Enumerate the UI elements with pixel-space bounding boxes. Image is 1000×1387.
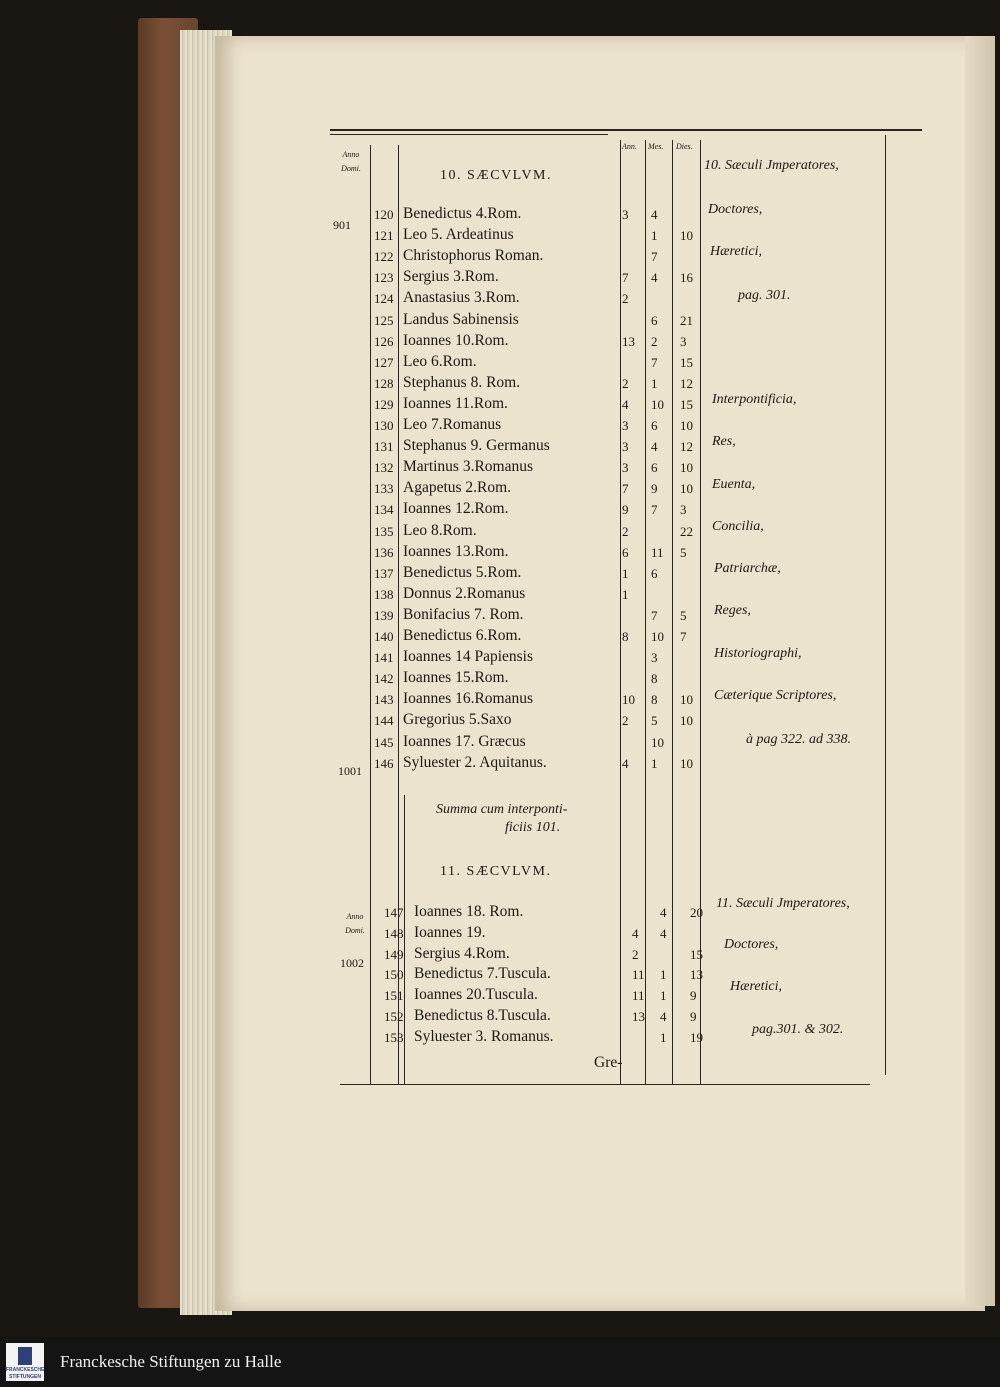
footer-bar xyxy=(0,1337,1000,1387)
pope-name: Ioannes 19. xyxy=(414,923,486,941)
side10-item-5: Reges, xyxy=(714,603,751,618)
months-value: 6 xyxy=(651,565,658,581)
pope-name: Sergius 4.Rom. xyxy=(414,944,510,962)
years-value: 3 xyxy=(622,439,629,455)
anno-901: 901 xyxy=(333,218,351,232)
months-value: 4 xyxy=(660,905,667,920)
side11-pag: pag.301. & 302. xyxy=(752,1022,844,1037)
side10-haeretici: Hæretici, xyxy=(710,244,762,259)
years-value: 9 xyxy=(622,502,629,518)
pope-number: 130 xyxy=(374,418,394,433)
years-value: 2 xyxy=(622,375,629,391)
side11-haeretici: Hæretici, xyxy=(730,979,782,994)
days-value: 10 xyxy=(680,713,693,729)
months-value: 4 xyxy=(651,270,658,286)
months-value: 1 xyxy=(660,988,667,1004)
page-fold xyxy=(965,36,995,1306)
years-value: 11 xyxy=(632,988,645,1004)
months-value: 4 xyxy=(651,439,658,455)
pope-name: Benedictus 5.Rom. xyxy=(403,563,522,581)
pope-number: 148 xyxy=(384,925,404,941)
pope-number: 146 xyxy=(374,755,394,771)
pope-name: Ioannes 16.Romanus xyxy=(403,690,534,708)
pope-number: 127 xyxy=(374,354,394,370)
institution-name[interactable]: Franckesche Stiftungen zu Halle xyxy=(60,1352,282,1371)
pope-number: 145 xyxy=(374,734,394,750)
pope-name: Ioannes 15.Rom. xyxy=(403,669,509,687)
pope-number: 134 xyxy=(374,502,394,518)
col-rule-num xyxy=(398,145,399,1085)
pope-number: 151 xyxy=(384,988,404,1004)
section-title-10: 10. SÆCVLVM. xyxy=(440,168,553,183)
logo-text-2: STIFTUNGEN xyxy=(9,1374,41,1380)
days-value: 3 xyxy=(680,333,687,349)
months-value: 5 xyxy=(651,713,658,729)
dies-header: Dies. xyxy=(676,142,693,151)
days-value: 9 xyxy=(690,988,697,1004)
pope-name: Benedictus 4.Rom. xyxy=(403,205,522,222)
section-title-11: 11. SÆCVLVM. xyxy=(440,864,552,879)
days-value: 5 xyxy=(680,544,687,560)
months-value: 11 xyxy=(651,544,664,560)
pope-number: 120 xyxy=(374,207,394,222)
days-value: 22 xyxy=(680,523,693,539)
pope-name: Syluester 3. Romanus. xyxy=(414,1027,554,1045)
anno-1002: 1002 xyxy=(340,956,364,970)
days-value: 10 xyxy=(680,228,693,244)
pope-name: Ioannes 13.Rom. xyxy=(403,542,509,560)
years-value: 4 xyxy=(632,925,639,941)
months-value: 7 xyxy=(651,354,658,370)
months-value: 1 xyxy=(651,755,658,771)
months-value: 3 xyxy=(651,650,658,666)
days-value: 7 xyxy=(680,629,687,644)
months-value: 7 xyxy=(651,607,658,623)
pope-number: 125 xyxy=(374,312,394,328)
col-rule-ann xyxy=(620,140,621,1085)
col-rule-mes xyxy=(645,140,646,1085)
pope-name: Ioannes 18. Rom. xyxy=(414,903,524,920)
pope-number: 132 xyxy=(374,460,394,476)
pope-number: 147 xyxy=(384,905,404,920)
years-value: 3 xyxy=(622,460,629,476)
book-page xyxy=(215,36,985,1311)
logo-emblem-icon xyxy=(18,1347,32,1365)
anno-domini-11: Anno Domi. xyxy=(345,912,365,935)
days-value: 9 xyxy=(690,1009,697,1024)
pope-name: Leo 5. Ardeatinus xyxy=(403,226,514,244)
pope-number: 128 xyxy=(374,375,394,391)
years-value: 3 xyxy=(622,207,629,222)
months-value: 1 xyxy=(651,375,658,391)
days-value: 12 xyxy=(680,439,693,455)
months-value: 4 xyxy=(660,1009,667,1024)
years-value: 1 xyxy=(622,586,629,602)
pope-name: Bonifacius 7. Rom. xyxy=(403,605,524,623)
side10-apag: à pag 322. ad 338. xyxy=(746,732,851,747)
col-rule-name xyxy=(404,795,405,1085)
col-rule-right xyxy=(885,135,886,1075)
institution-logo xyxy=(6,1343,44,1381)
pope-name: Syluester 2. Aquitanus. xyxy=(403,753,547,771)
bottom-rule xyxy=(340,1084,870,1085)
pope-number: 140 xyxy=(374,629,394,644)
side10-pag: pag. 301. xyxy=(738,288,791,303)
months-value: 8 xyxy=(651,692,658,708)
years-value: 7 xyxy=(622,270,629,286)
side11-doctores: Doctores, xyxy=(724,937,779,952)
months-value: 6 xyxy=(651,418,658,433)
pope-name: Ioannes 11.Rom. xyxy=(403,394,508,412)
pope-number: 138 xyxy=(374,586,394,602)
pope-name: Ioannes 10.Rom. xyxy=(403,331,509,349)
side10-item-4: Patriarchæ, xyxy=(714,561,781,576)
days-value: 5 xyxy=(680,607,687,623)
pope-number: 142 xyxy=(374,671,394,687)
pope-number: 121 xyxy=(374,228,394,244)
pope-number: 137 xyxy=(374,565,394,581)
pope-number: 124 xyxy=(374,291,394,307)
pope-number: 139 xyxy=(374,607,394,623)
months-value: 6 xyxy=(651,312,658,328)
ann-header: Ann. xyxy=(622,142,637,151)
pope-name: Ioannes 20.Tusculа. xyxy=(414,986,538,1004)
summa-line-1: Summa cum interponti- xyxy=(436,802,568,817)
pope-name: Leo 6.Rom. xyxy=(403,352,477,370)
years-value: 11 xyxy=(632,967,645,983)
pope-number: 153 xyxy=(384,1029,404,1045)
pope-name: Leo 7.Romanus xyxy=(403,416,502,433)
days-value: 12 xyxy=(680,375,693,391)
days-value: 16 xyxy=(680,270,693,286)
years-value: 2 xyxy=(622,713,629,729)
anno-1001: 1001 xyxy=(338,764,362,778)
summa-line-2: ficiis 101. xyxy=(505,820,561,835)
mes-header: Mes. xyxy=(648,142,664,151)
pope-name: Donnus 2.Romanus xyxy=(403,584,526,602)
months-value: 7 xyxy=(651,249,658,265)
pope-name: Benedictus 7.Tuscula. xyxy=(414,965,551,983)
days-value: 20 xyxy=(690,905,703,920)
side10-doctores: Doctores, xyxy=(708,202,763,217)
side10-item-1: Res, xyxy=(712,434,736,449)
years-value: 13 xyxy=(622,333,635,349)
days-value: 10 xyxy=(680,481,693,497)
days-value: 15 xyxy=(680,396,693,412)
pope-number: 123 xyxy=(374,270,394,286)
years-value: 8 xyxy=(622,629,629,644)
months-value: 1 xyxy=(660,967,667,983)
pope-number: 129 xyxy=(374,396,394,412)
months-value: 6 xyxy=(651,460,658,476)
days-value: 3 xyxy=(680,502,687,518)
months-value: 10 xyxy=(651,629,664,644)
col-rule-anno xyxy=(370,145,371,1085)
col-rule-dies xyxy=(672,140,673,1085)
months-value: 1 xyxy=(660,1029,667,1045)
days-value: 15 xyxy=(680,354,693,370)
years-value: 10 xyxy=(622,692,635,708)
pope-name: Christophorus Roman. xyxy=(403,247,544,265)
pope-name: Benedictus 8.Tusculа. xyxy=(414,1007,551,1024)
days-value: 15 xyxy=(690,946,703,962)
pope-number: 144 xyxy=(374,713,394,729)
years-value: 2 xyxy=(622,291,629,307)
days-value: 10 xyxy=(680,692,693,708)
months-value: 4 xyxy=(651,207,658,222)
days-value: 10 xyxy=(680,460,693,476)
pope-name: Benedictus 6.Rom. xyxy=(403,627,522,644)
pope-number: 141 xyxy=(374,650,394,666)
pope-name: Stephanus 9. Germanus xyxy=(403,437,550,455)
months-value: 8 xyxy=(651,671,658,687)
pope-name: Ioannes 12.Rom. xyxy=(403,500,509,518)
pope-name: Landus Sabinensis xyxy=(403,310,519,328)
months-value: 10 xyxy=(651,734,664,750)
pope-name: Agapetus 2.Rom. xyxy=(403,479,512,497)
years-value: 3 xyxy=(622,418,629,433)
pope-name: Stephanus 8. Rom. xyxy=(403,373,521,391)
top-rule xyxy=(330,129,922,131)
months-value: 10 xyxy=(651,396,664,412)
months-value: 7 xyxy=(651,502,658,518)
side10-item-6: Historiographi, xyxy=(714,646,802,661)
years-value: 13 xyxy=(632,1009,645,1024)
side11-imperatores: 11. Sæculi Jmperatores, xyxy=(716,896,850,911)
catchword: Gre- xyxy=(594,1054,623,1071)
days-value: 21 xyxy=(680,312,693,328)
pope-number: 143 xyxy=(374,692,394,708)
days-value: 10 xyxy=(680,418,693,433)
logo-text-1: FRANCKESCHE xyxy=(6,1367,45,1373)
top-rule-2 xyxy=(330,134,608,135)
years-value: 1 xyxy=(622,565,629,581)
pope-number: 150 xyxy=(384,967,404,983)
pope-number: 131 xyxy=(374,439,394,455)
pope-name: Leo 8.Rom. xyxy=(403,521,477,539)
years-value: 4 xyxy=(622,755,629,771)
pope-name: Martinus 3.Romanus xyxy=(403,458,534,476)
col-rule-side xyxy=(700,140,701,1085)
years-value: 4 xyxy=(622,396,629,412)
days-value: 10 xyxy=(680,755,693,771)
pope-number: 152 xyxy=(384,1009,404,1024)
days-value: 13 xyxy=(690,967,703,983)
months-value: 4 xyxy=(660,925,667,941)
side10-item-3: Concilia, xyxy=(712,519,764,534)
pope-name: Ioannes 14 Papiensis xyxy=(403,648,534,666)
pope-number: 122 xyxy=(374,249,394,265)
years-value: 6 xyxy=(622,544,629,560)
pope-name: Sergius 3.Rom. xyxy=(403,268,499,286)
months-value: 1 xyxy=(651,228,658,244)
days-value: 19 xyxy=(690,1029,703,1045)
side10-item-0: Interpontificia, xyxy=(712,392,797,407)
pope-number: 136 xyxy=(374,544,394,560)
months-value: 9 xyxy=(651,481,658,497)
side10-item-7: Cæterique Scriptores, xyxy=(714,688,837,703)
years-value: 7 xyxy=(622,481,629,497)
anno-domini-header: Anno Domi. xyxy=(341,150,361,173)
pope-name: Anastasius 3.Rom. xyxy=(403,289,520,307)
pope-number: 133 xyxy=(374,481,394,497)
side10-item-2: Euenta, xyxy=(712,477,756,492)
years-value: 2 xyxy=(622,523,629,539)
years-value: 2 xyxy=(632,946,639,962)
pope-number: 126 xyxy=(374,333,394,349)
pope-name: Gregorius 5.Saxo xyxy=(403,711,512,729)
months-value: 2 xyxy=(651,333,658,349)
pope-number: 149 xyxy=(384,946,404,962)
pope-name: Ioannes 17. Græcus xyxy=(403,732,526,750)
pope-number: 135 xyxy=(374,523,394,539)
side10-imperatores: 10. Sæculi Jmperatores, xyxy=(704,158,839,173)
